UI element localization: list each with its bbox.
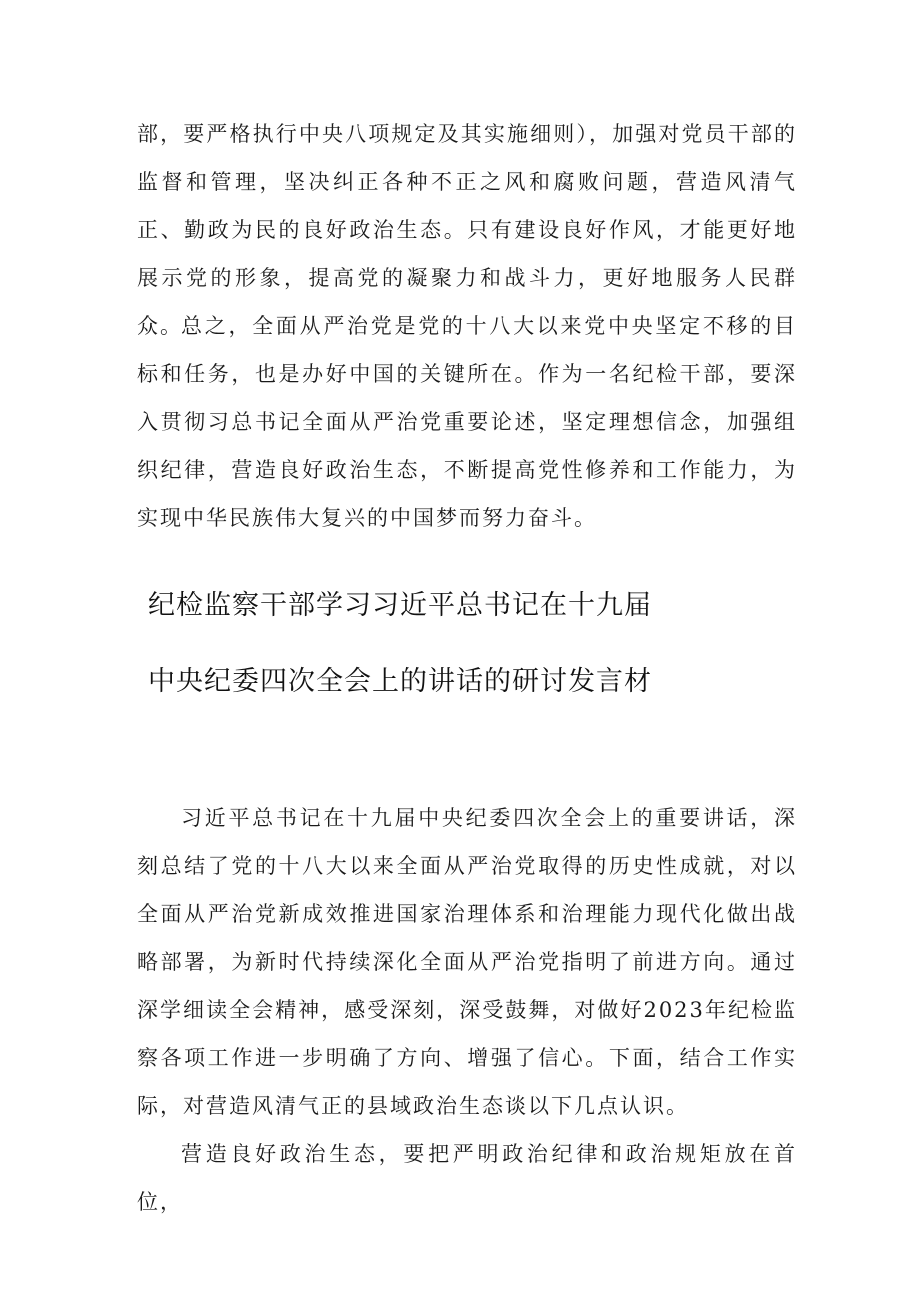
- paragraph-intro: 习近平总书记在十九届中央纪委四次全会上的重要讲话，深刻总结了党的十八大以来全面从严治党取得的历史性成就，对以全面从严治党新成效推进国家治理体系和治理能力现代化做出战略部署，为新时代持续深化全面从严治党指明了前进方向。通过深学细读全会精神，感受深刻，深受鼓舞，对做好2023年纪检监察各项工作进一步明确了方向、增强了信心。下面，结合工作实际，对营造风清气正的县域政治生态谈以下几点认识。: [137, 806, 797, 1118]
- section-title: [148, 568, 788, 720]
- paragraph-continuation: 部，要严格执行中央八项规定及其实施细则），加强对党员干部的监督和管理，坚决纠正各种不正之风和腐败问题，营造风清气正、勤政为民的良好政治生态。只有建设良好作风，才能更好地展示党的形象，提高党的凝聚力和战斗力，更好地服务人民群众。: [137, 122, 797, 338]
- paragraph-political-ecology: 营造良好政治生态，要把严明政治纪律和政治规矩放在首位，: [137, 1142, 797, 1214]
- paragraph-conclusion: 总之，全面从严治党是党的十八大以来党中央坚定不移的目标和任务，也是办好中国的关键所在。作为一名纪检干部，要深入贯彻习总书记全面从严治党重要论述，坚定理想信念，加强组织纪律，营造良好政治生态，不断提高党性修养和工作能力，为实现中华民族伟大复兴的中国梦而努力奋斗。: [137, 314, 797, 530]
- section-title-line-1: 纪检监察干部学习习近平总书记在十九届: [148, 590, 652, 621]
- section-title-line-2: 中央纪委四次全会上的讲话的研讨发言材: [148, 666, 652, 697]
